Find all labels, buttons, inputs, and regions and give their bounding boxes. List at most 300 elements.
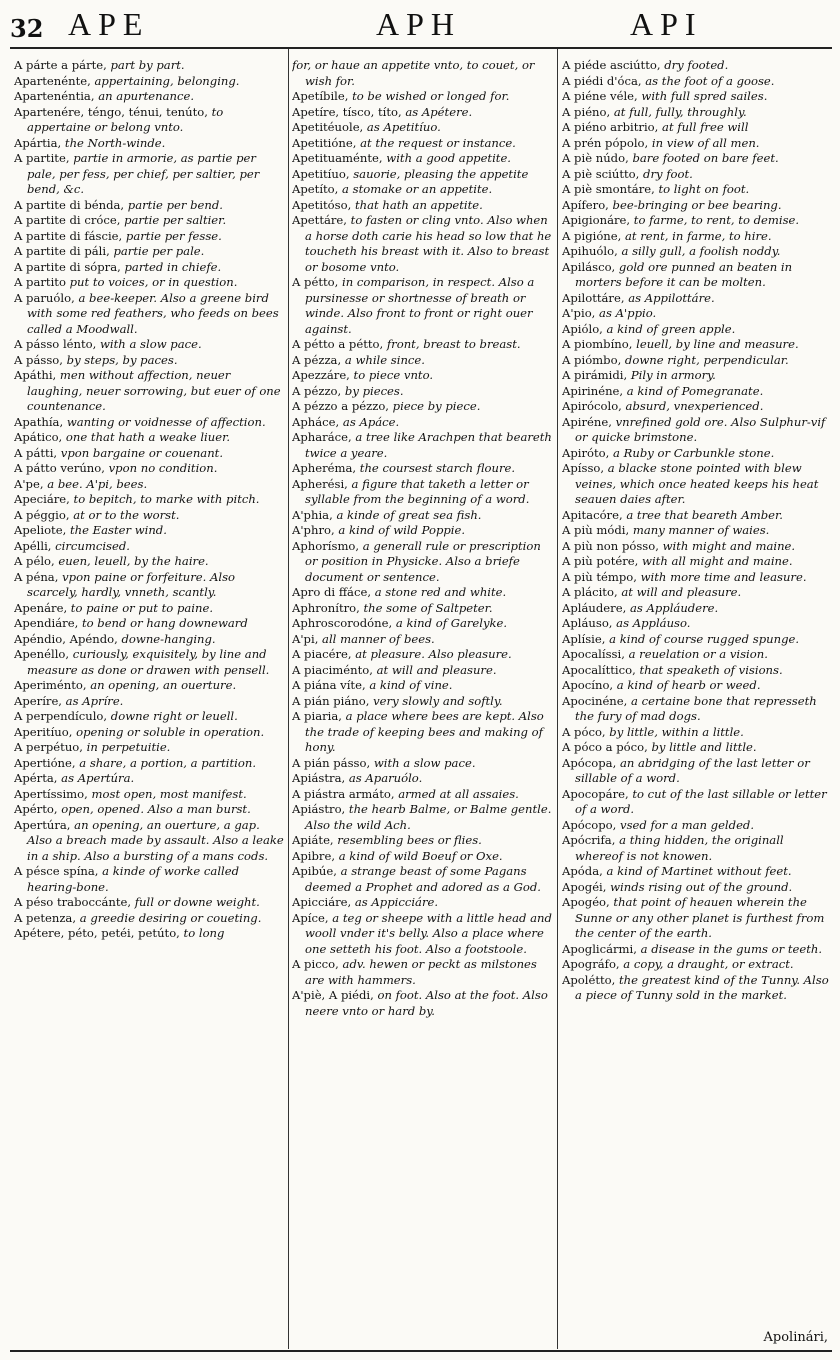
entry-definition: downe right or leuell. [107, 709, 238, 723]
dictionary-entry [562, 384, 830, 400]
entry-headword: Apiáte, [292, 833, 334, 847]
entry-headword: A pézza, [292, 352, 342, 367]
entry-definition: at will and pleasure. [617, 585, 742, 599]
entry-definition: appertaining, belonging. [90, 73, 240, 88]
dictionary-entry [14, 105, 284, 136]
dictionary-entry [292, 663, 554, 679]
entry-definition: a tree that beareth Amber. [622, 507, 783, 522]
dictionary-entry [562, 89, 830, 105]
dictionary-entry [292, 833, 554, 849]
entry-headword: Apiástra, [292, 771, 346, 785]
entry-headword: A prén pópolo, [562, 135, 649, 150]
entry-headword: Apezzáre, [292, 368, 350, 382]
dictionary-entry [14, 492, 284, 508]
entry-headword: Apócrifa, [562, 833, 616, 847]
entry-definition: with a good appetite. [382, 151, 511, 165]
entry-headword: Apífero, [562, 197, 609, 212]
entry-headword: A'pio, [562, 306, 596, 320]
entry-definition: in view of all men. [648, 135, 760, 150]
entry-headword: Apísso, [562, 461, 605, 475]
entry-definition: to light on foot. [654, 182, 750, 196]
entry-headword: A piacére, [292, 647, 352, 661]
entry-definition: a kind of green apple. [602, 321, 736, 336]
entry-definition: a place where bees are kept. Also the trade of keeping bees and making of hony. [305, 709, 544, 754]
entry-definition: to bepitch, to marke with pitch. [69, 492, 260, 506]
dictionary-entry [14, 74, 284, 90]
entry-headword: Apháce, [292, 414, 340, 429]
dictionary-entry [14, 291, 284, 338]
entry-definition: dry foot. [639, 166, 693, 181]
entry-headword: Apático, [14, 430, 63, 444]
dictionary-entry [292, 678, 554, 694]
dictionary-entry [292, 105, 554, 121]
entry-definition: vpon bargaine or couenant. [57, 445, 224, 460]
entry-definition: the North-winde. [61, 135, 166, 150]
entry-headword: A párte a párte, [14, 58, 107, 72]
entry-headword: A'pi, [292, 631, 319, 646]
entry-headword: A pián piáno, [292, 693, 370, 708]
entry-headword: Aperíre, [14, 693, 62, 708]
entry-definition: a figure that taketh a letter or syllable from the beginning of a word. [305, 476, 530, 506]
entry-definition: euen, leuell, by the haire. [54, 554, 209, 568]
entry-headword: A pátti, [14, 445, 58, 460]
entry-definition: with a slow pace. [370, 755, 476, 770]
entry-headword: Apocalíssi, [562, 647, 625, 661]
dictionary-entry [562, 787, 830, 818]
entry-headword: A póco a póco, [562, 740, 648, 754]
entry-definition: by pieces. [341, 383, 404, 398]
entry-definition: at full free will [658, 120, 749, 134]
entry-definition: in comparison, in respect. Also a pursinesse or shortnesse of breath or winde. Also front to front or right ouer against. [305, 275, 535, 336]
dictionary-entry [292, 957, 554, 988]
entry-headword: A petenza, [14, 910, 77, 925]
entry-headword: Apartenére, téngo, ténui, tenúto, [14, 104, 208, 119]
entry-headword: A piéde asciútto, [562, 58, 661, 72]
entry-headword: A pásso lénto, [14, 337, 97, 351]
entry-headword: A piástra armáto, [292, 786, 395, 801]
dictionary-entry [292, 632, 554, 648]
entry-headword: Apetitéuole, [292, 120, 364, 134]
entry-definition: by little and little. [647, 740, 757, 754]
dictionary-entry [562, 461, 830, 508]
dictionary-entry [562, 508, 830, 524]
dictionary-entry [14, 89, 284, 105]
entry-definition: with a slow pace. [96, 337, 202, 351]
entry-headword: Apibre, [292, 848, 336, 863]
entry-definition: at or to the worst. [69, 507, 180, 522]
dictionary-entry [292, 756, 554, 772]
dictionary-entry [14, 771, 284, 787]
dictionary-column-1 [14, 58, 284, 1346]
dictionary-entry [292, 415, 554, 431]
entry-headword: Apíce, [292, 910, 329, 925]
dictionary-entry [562, 213, 830, 229]
entry-headword: A plácito, [562, 585, 618, 599]
entry-definition: as the foot of a goose. [641, 73, 775, 88]
dictionary-entry [292, 275, 554, 337]
dictionary-entry [292, 601, 554, 617]
entry-definition: Pily in armory. [627, 368, 716, 382]
entry-definition: at the request or instance. [356, 135, 516, 150]
entry-definition: part by part. [106, 58, 185, 72]
entry-definition: as Apertúra. [57, 771, 135, 785]
dictionary-entry [14, 136, 284, 152]
entry-definition: resembling bees or flies. [333, 833, 482, 847]
dictionary-entry [562, 151, 830, 167]
entry-headword: Apolétto, [562, 972, 616, 987]
dictionary-entry [14, 275, 284, 291]
entry-headword: A pézzo, [292, 383, 342, 398]
entry-headword: Apenáre, [14, 600, 68, 615]
entry-headword: Apertúra, [14, 817, 71, 832]
entry-headword: Apetíre, tísco, títo, [292, 104, 402, 119]
entry-definition: a stomake or an appetite. [338, 182, 493, 196]
entry-headword: A partite di fáscie, [14, 228, 123, 243]
dictionary-entry [14, 477, 284, 493]
dictionary-entry [292, 337, 554, 353]
dictionary-entry [562, 616, 830, 632]
dictionary-entry [562, 663, 830, 679]
entry-headword: Aphronítro, [292, 600, 360, 615]
entry-headword: Apeliote, [14, 523, 67, 537]
entry-definition: to long [179, 926, 225, 940]
entry-definition: to be wished or longed for. [348, 89, 510, 103]
entry-headword: Apártia, [14, 135, 62, 150]
dictionary-entry [292, 384, 554, 400]
entry-headword: A piè smontáre, [562, 182, 655, 196]
entry-definition: to bend or hang downeward [78, 616, 248, 630]
dictionary-entry [14, 694, 284, 710]
entry-headword: Apáthi, [14, 368, 57, 382]
dictionary-entry [292, 120, 554, 136]
entry-headword: Apétere, péto, petéi, petúto, [14, 926, 180, 940]
column-divider [288, 49, 289, 1349]
entry-definition: as Aparuólo. [345, 771, 423, 785]
header-rule [10, 47, 832, 49]
dictionary-entry [562, 198, 830, 214]
entry-headword: A più potére, [562, 554, 639, 568]
dictionary-entry [292, 802, 554, 833]
entry-definition: to farme, to rent, to demise. [630, 213, 800, 227]
dictionary-entry [292, 89, 554, 105]
entry-definition: a kinde of worke called hearing-bone. [27, 864, 240, 894]
entry-headword: A paruólo, [14, 290, 75, 305]
entry-headword: A partito [14, 275, 66, 289]
dictionary-entry [562, 554, 830, 570]
dictionary-entry [14, 570, 284, 601]
dictionary-entry [562, 756, 830, 787]
dictionary-entry [562, 446, 830, 462]
entry-headword: A piána víte, [292, 678, 366, 692]
entry-headword: Apérto, [14, 802, 58, 816]
entry-headword: Apetituaménte, [292, 151, 383, 165]
dictionary-entry [14, 911, 284, 927]
dictionary-entry [292, 585, 554, 601]
dictionary-entry [292, 988, 554, 1019]
entry-definition: gold ore punned an beaten in morters before it can be molten. [575, 259, 793, 289]
entry-headword: A pirámidi, [562, 368, 628, 382]
entry-definition: a tree like Arachpen that beareth twice a yeare. [305, 430, 552, 460]
dictionary-entry [562, 833, 830, 864]
entry-headword: A pélo, [14, 554, 55, 568]
entry-definition: piece by piece. [389, 399, 481, 413]
dictionary-entry [292, 167, 554, 183]
dictionary-entry [292, 616, 554, 632]
entry-definition: the Easter wind. [66, 523, 167, 537]
entry-definition: partie per fesse. [122, 228, 222, 243]
entry-headword: Apláuso, [562, 616, 613, 630]
entry-headword: A più témpo, [562, 569, 637, 584]
entry-headword: A partite di páli, [14, 244, 110, 258]
entry-headword: A piombíno, [562, 337, 633, 351]
dictionary-entry [562, 632, 830, 648]
entry-definition: in perpetuitie. [82, 740, 171, 754]
dictionary-entry [292, 911, 554, 958]
entry-headword: Apogéi, [562, 879, 607, 894]
dictionary-entry [562, 322, 830, 338]
entry-headword: Apherési, [292, 476, 348, 491]
entry-definition: vpon no condition. [104, 461, 218, 475]
entry-headword: A piéno arbitrio, [562, 120, 659, 134]
entry-headword: Apibúe, [292, 864, 337, 878]
dictionary-entry [292, 895, 554, 911]
entry-definition: very slowly and softly. [369, 693, 503, 708]
entry-headword: A'phro, [292, 523, 335, 537]
entry-definition: a kind of wild Boeuf or Oxe. [335, 848, 503, 863]
dictionary-entry [14, 260, 284, 276]
entry-headword: Apocinéne, [562, 693, 628, 708]
dictionary-entry [562, 973, 830, 1004]
dictionary-entry [292, 787, 554, 803]
entry-definition: to cut of the last sillable or letter of a word. [575, 786, 827, 816]
entry-definition: a kind of course rugged spunge. [605, 631, 800, 646]
entry-headword: Apetíto, [292, 182, 339, 196]
dictionary-entry [14, 151, 284, 198]
entry-headword: Apenéllo, [14, 647, 70, 661]
entry-definition: opening or soluble in operation. [72, 724, 265, 739]
entry-headword: Apitacóre, [562, 507, 623, 522]
entry-definition: an opening, an ouerture, a gap. Also a breach made by assault. Also a leake in a ship. Also a bursting of a mans cods. [27, 817, 284, 863]
dictionary-entry [562, 740, 830, 756]
dictionary-entry [14, 756, 284, 772]
entry-headword: A perpendículo, [14, 709, 108, 723]
entry-definition: a bee. A'pi, bees. [43, 476, 148, 491]
dictionary-entry [562, 601, 830, 617]
entry-definition: front, breast to breast. [383, 337, 521, 351]
dictionary-entry [562, 585, 830, 601]
entry-headword: Apetitióne, [292, 135, 357, 150]
entry-definition: to piece vnto. [349, 368, 434, 382]
dictionary-entry [562, 399, 830, 415]
entry-headword: Apoglicármi, [562, 941, 637, 956]
page-header [0, 0, 840, 46]
entry-headword: A piédi d'óca, [562, 73, 642, 88]
entry-headword: A péna, [14, 569, 59, 584]
footer-rule [10, 1350, 832, 1352]
entry-headword: Apóda, [562, 864, 603, 878]
running-head-right: API [630, 6, 703, 42]
dictionary-entry [14, 709, 284, 725]
dictionary-column-3 [562, 58, 830, 1346]
entry-headword: Apéndio, Apéndo, [14, 631, 118, 646]
entry-definition: partie per pale. [109, 244, 205, 258]
dictionary-entry [292, 709, 554, 756]
dictionary-entry [14, 244, 284, 260]
entry-headword: A póco, [562, 724, 606, 739]
dictionary-entry [292, 213, 554, 275]
entry-headword: A picco, [292, 957, 339, 971]
dictionary-entry [562, 570, 830, 586]
dictionary-entry [562, 647, 830, 663]
entry-headword: Apihuólo, [562, 244, 618, 258]
entry-definition: adv. hewen or peckt as milstones are with hammers. [305, 957, 537, 987]
entry-definition: at rent, in farme, to hire. [621, 228, 772, 243]
entry-headword: A pésce spína, [14, 864, 99, 878]
entry-headword: A piaria, [292, 709, 342, 723]
column-divider [557, 49, 558, 1349]
entry-definition: as Apríre. [62, 693, 124, 708]
entry-definition: as Apetitíuo. [363, 120, 441, 134]
entry-headword: Aperiménto, [14, 678, 87, 692]
dictionary-entry [292, 771, 554, 787]
entry-headword: Apocopáre, [562, 786, 629, 801]
entry-headword: Apharáce, [292, 430, 352, 444]
entry-definition: put to voices, or in question. [65, 275, 238, 289]
entry-definition: a share, a portion, a partition. [75, 755, 257, 770]
entry-headword: A'phia, [292, 507, 333, 522]
dictionary-entry [14, 539, 284, 555]
dictionary-entry [292, 58, 554, 89]
entry-headword: A perpétuo, [14, 740, 83, 754]
entry-headword: A piómbo, [562, 352, 622, 367]
entry-definition: vpon paine or forfeiture. Also scarcely, hardly, vnneth, scantly. [27, 569, 236, 599]
entry-definition: a blacke stone pointed with blew veines, which once heated keeps his heat seauen daies after. [575, 461, 819, 506]
entry-definition: winds rising out of the ground. [606, 879, 793, 894]
dictionary-entry [14, 601, 284, 617]
entry-definition: downe right, perpendicular. [621, 352, 789, 367]
dictionary-entry [562, 260, 830, 291]
entry-headword: A'pe, [14, 476, 44, 491]
dictionary-entry [562, 368, 830, 384]
entry-headword: Apográfo, [562, 957, 620, 971]
dictionary-entry [14, 368, 284, 415]
entry-headword: A piaciménto, [292, 662, 373, 677]
dictionary-entry [562, 880, 830, 896]
entry-definition: as A'ppio. [595, 306, 657, 320]
entry-definition: a disease in the gums or teeth. [636, 941, 823, 956]
entry-headword: Apláudere, [562, 600, 627, 615]
entry-headword: A partite di sópra, [14, 259, 121, 274]
dictionary-entry [14, 864, 284, 895]
entry-headword: Apérta, [14, 771, 58, 785]
dictionary-entry [562, 291, 830, 307]
entry-definition: downe-hanging. [117, 631, 216, 646]
dictionary-entry [292, 523, 554, 539]
entry-definition: one that hath a weake liuer. [62, 430, 231, 444]
entry-definition: dry footed. [660, 58, 729, 72]
entry-definition: leuell, by line and measure. [632, 337, 799, 351]
entry-definition: an abridging of the last letter or sillable of a word. [575, 755, 810, 785]
entry-definition: a teg or sheepe with a little head and wooll vnder it's belly. Also a place where one setteth his foot. Also a footstoole. [305, 910, 552, 956]
entry-definition: with might and maine. [658, 538, 796, 553]
dictionary-entry [562, 864, 830, 880]
dictionary-entry [14, 678, 284, 694]
dictionary-entry [14, 818, 284, 865]
dictionary-entry [14, 926, 284, 942]
dictionary-entry [562, 120, 830, 136]
entry-definition: absurd, vnexperienced. [621, 399, 764, 413]
entry-definition: as Appicciáre. [351, 895, 439, 909]
entry-definition: a copy, a draught, or extract. [619, 957, 794, 971]
entry-definition: an apurtenance. [94, 89, 195, 103]
entry-headword: A piè núdo, [562, 151, 629, 165]
entry-headword: A péso traboccánte, [14, 895, 132, 909]
entry-definition: sauorie, pleasing the appetite [349, 166, 529, 181]
dictionary-entry [14, 58, 284, 74]
dictionary-entry [562, 539, 830, 555]
dictionary-entry [292, 198, 554, 214]
entry-definition: an opening, an ouerture. [86, 678, 237, 692]
dictionary-entry [14, 647, 284, 678]
entry-definition: circumcised. [51, 538, 130, 553]
entry-definition: a kinde of great sea fish. [332, 507, 482, 522]
entry-definition: to paine or put to paine. [67, 600, 214, 615]
dictionary-entry [14, 198, 284, 214]
entry-headword: Apiólo, [562, 321, 603, 336]
dictionary-entry [14, 725, 284, 741]
entry-definition: bare footed on bare feet. [628, 151, 779, 165]
entry-definition: a kind of wild Poppie. [334, 523, 466, 537]
dictionary-entry [292, 461, 554, 477]
entry-definition: at will and pleasure. [372, 662, 497, 677]
dictionary-entry [562, 229, 830, 245]
entry-headword: Aplísie, [562, 631, 606, 646]
entry-headword: Apigionáre, [562, 213, 631, 227]
dictionary-entry [292, 694, 554, 710]
entry-definition: armed at all assaies. [394, 786, 519, 801]
entry-definition: a generall rule or prescription or position in Physicke. Also a briefe document or sentence. [305, 538, 541, 584]
entry-definition: partie per saltier. [120, 213, 227, 227]
entry-definition: by steps, by paces. [62, 352, 178, 367]
entry-definition: curiously, exquisitely, by line and measure as done or drawen with pensell. [27, 647, 270, 677]
entry-headword: Apendiáre, [14, 616, 79, 630]
dictionary-entry [562, 58, 830, 74]
entry-definition: a reuelation or a vision. [624, 647, 768, 661]
entry-headword: Apilásco, [562, 259, 616, 274]
entry-definition: the coursest starch floure. [356, 461, 516, 475]
entry-definition: a kind of Pomegranate. [623, 383, 764, 398]
entry-headword: Apertíssimo, [14, 786, 88, 801]
entry-definition: a stone red and white. [371, 585, 507, 599]
entry-definition: open, opened. Also a man burst. [57, 802, 251, 816]
entry-headword: Apiróto, [562, 445, 610, 460]
entry-definition: a silly gull, a foolish noddy. [617, 244, 781, 258]
entry-definition: a thing hidden, the originall whereof is not knowen. [575, 833, 784, 863]
entry-definition: as Apétere. [401, 104, 473, 119]
entry-headword: Apogéo, [562, 895, 610, 909]
dictionary-entry [292, 182, 554, 198]
entry-definition: a kind of vine. [365, 678, 453, 692]
entry-definition: a strange beast of some Pagans deemed a Prophet and adored as a God. [305, 864, 541, 894]
entry-headword: Apilottáre, [562, 290, 625, 305]
running-head-left: APE [68, 6, 150, 42]
dictionary-entry [292, 477, 554, 508]
entry-headword: A pigióne, [562, 228, 622, 243]
dictionary-entry [14, 632, 284, 648]
entry-definition: as Appláudere. [626, 600, 719, 615]
entry-definition: the hearb Balme, or Balme gentle. Also the wild Ach. [305, 802, 552, 832]
dictionary-entry [14, 415, 284, 431]
